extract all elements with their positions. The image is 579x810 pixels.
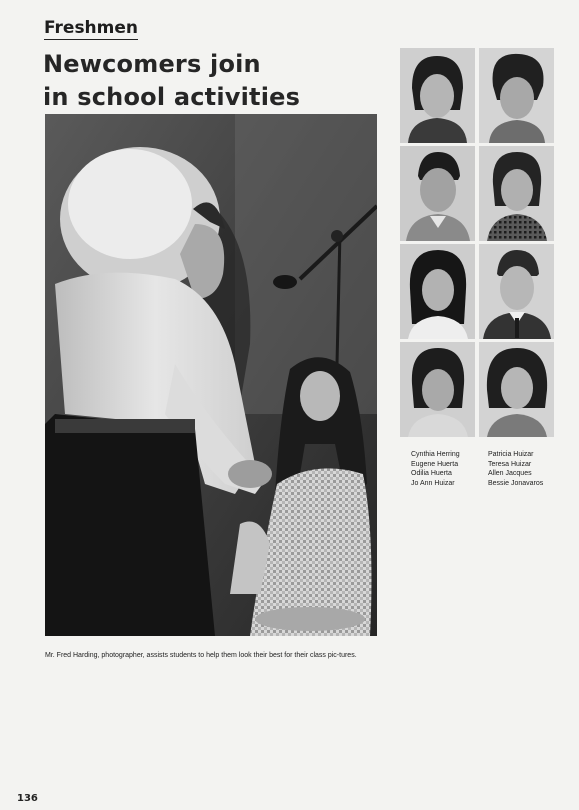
section-label: Freshmen [44,18,139,38]
main-photo [45,114,377,636]
student-name: Bessie Jonavaros [488,479,544,487]
student-name: Teresa Huizar [488,460,532,468]
student-name: Jo Ann Huizar [411,479,455,487]
portrait-photo [479,146,554,241]
headline-line-2: in school activities [43,83,301,111]
portrait-photo [479,342,554,437]
portrait-photo [479,244,554,339]
portrait-photo [400,146,475,241]
portrait-photo [400,48,475,143]
names-right-column [488,450,543,488]
headline [43,48,343,114]
names-left-column [411,450,460,488]
student-name: Odilia Huerta [411,470,452,477]
photo-caption: Mr. Fred Harding, photographer, assists students to help them look their best for their class pic-tures. [45,652,357,659]
portrait-photo [479,48,554,143]
portrait-photo [400,342,475,437]
student-name: Cynthia Herring [411,451,460,458]
headline-line-1: Newcomers join [43,50,261,78]
student-name: Eugene Huerta [411,460,459,468]
portrait-grid [400,48,554,438]
page-number: 136 [17,793,38,804]
portrait-photo [400,244,475,339]
student-name: Patricia Huizar [488,451,534,458]
student-name: Allen Jacques [488,470,532,477]
